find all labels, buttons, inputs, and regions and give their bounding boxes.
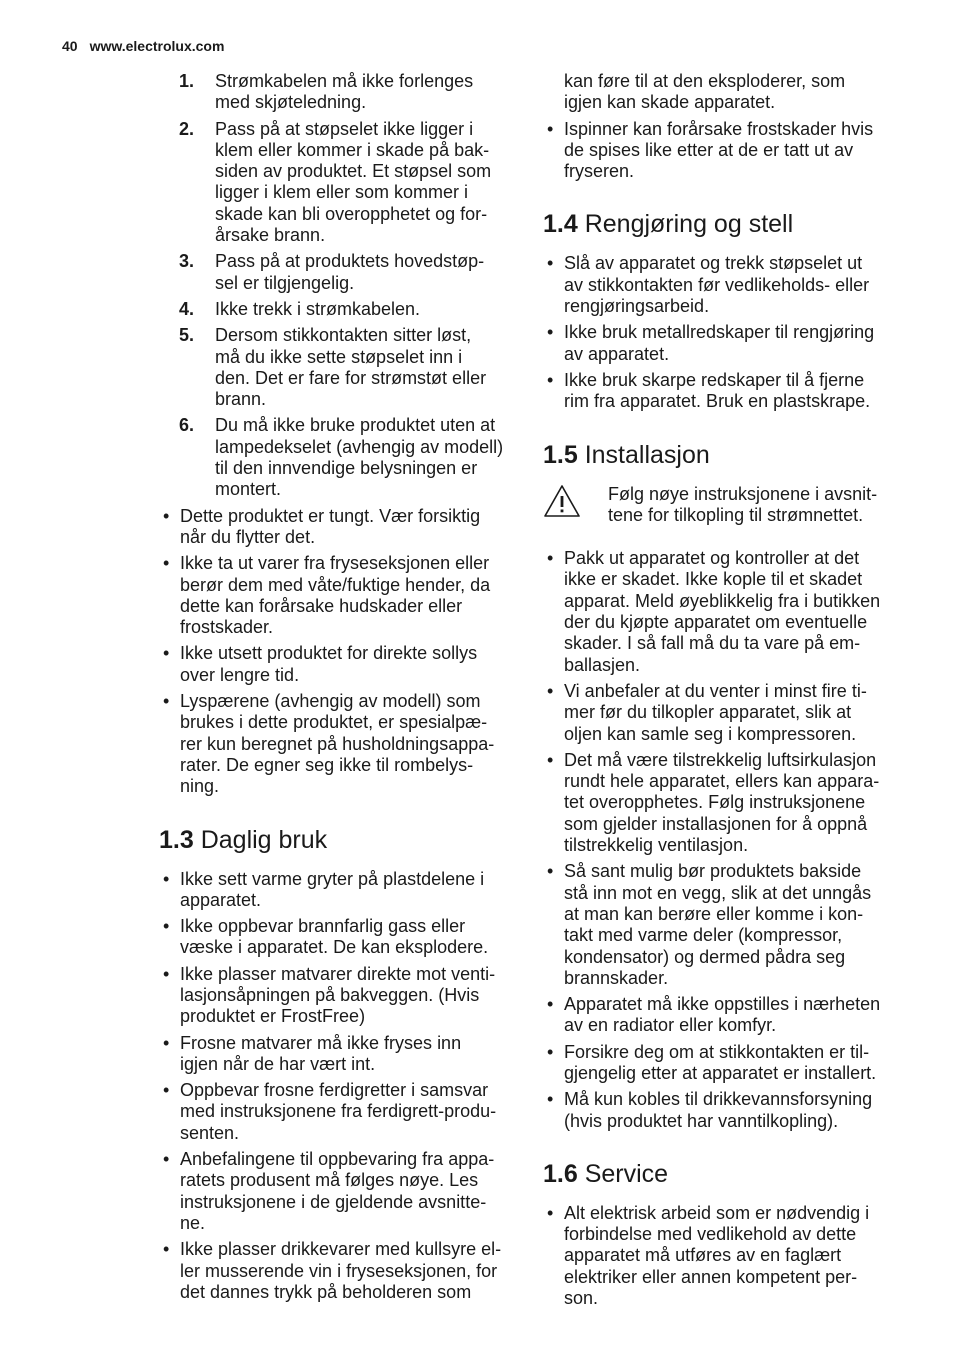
bullet-item	[543, 1089, 899, 1132]
bullet-marker: •	[163, 1080, 170, 1101]
numbered-item	[159, 299, 515, 320]
bullet-item	[543, 322, 899, 365]
bullet-marker: •	[547, 749, 554, 770]
bullet-item	[543, 548, 899, 676]
section-heading-installasjon	[543, 440, 899, 470]
bullet-marker: •	[163, 1032, 170, 1053]
bullet-marker: •	[547, 548, 554, 569]
item-number: 3.	[179, 251, 195, 272]
bullet-text: Ispinner kan forårsake frostskader hvis de spises like etter at de er tatt ut av fryseren.	[564, 118, 874, 182]
numbered-item	[159, 251, 515, 294]
bullet-text: Må kun kobles til drikkevannsforsyning (hvis produktet har vanntilkopling).	[564, 1089, 873, 1131]
section-heading-service	[543, 1159, 899, 1189]
bullet-marker: •	[547, 253, 554, 274]
bullet-marker: •	[163, 553, 170, 574]
item-number: 2.	[179, 118, 195, 139]
bullet-item	[159, 643, 515, 686]
numbered-item	[159, 415, 515, 500]
bullet-text: Alt elektrisk arbeid som er nødvendig i forbindelse med vedlikehold av dette apparatet må utføres av en faglært elektriker eller annen kompetent per- son.	[564, 1202, 870, 1309]
section-title: Rengjøring og stell	[577, 210, 794, 239]
bullet-text: Vi anbefaler at du venter i minst fire ti- mer før du tilkopler apparatet, slik at oljen kan samle seg i kompressoren.	[564, 680, 867, 744]
bullet-marker: •	[163, 643, 170, 664]
bullet-item	[543, 681, 899, 745]
item-text: Ikke trekk i strømkabelen.	[215, 298, 421, 319]
item-number: 5.	[179, 325, 195, 346]
bullet-marker: •	[547, 369, 554, 390]
bullet-marker: •	[163, 963, 170, 984]
bullet-item	[543, 750, 899, 856]
bullet-text: Det må være tilstrekkelig luftsirkulasjon rundt hele apparatet, ellers kan appara- tet overopphetes. Følg instruksjonene som gjelder installasjonen for å oppnå tilstrekkelig ventilasjon.	[564, 749, 880, 856]
bullet-marker: •	[547, 118, 554, 139]
section-number: 1.4	[543, 210, 578, 239]
bullet-marker: •	[547, 1041, 554, 1062]
bullet-item	[543, 1203, 899, 1309]
bullet-text: Pakk ut apparatet og kontroller at det ikke er skadet. Ikke kople til et skadet apparat. Meld øyeblikkelig fra i butikken der du kjøpte apparatet om eventuelle skader. I så fall må du ta vare på em- ballasjen.	[564, 548, 881, 675]
warning-note	[543, 484, 899, 527]
section-title: Service	[577, 1159, 669, 1188]
site-url: www.electrolux.com	[89, 38, 225, 54]
bullet-text: Ikke plasser drikkevarer med kullsyre el- ler musserende vin i fryseseksjonen, for det dannes trykk på beholderen som	[180, 1239, 502, 1302]
item-number: 4.	[179, 298, 195, 319]
bullet-item	[543, 994, 899, 1037]
bullet-text: Så sant mulig bør produktets bakside stå inn mot en vegg, slik at det unngås at man kan berøre eller komme i kon- takt med varme deler (kompressor, kondensator) og dermed pådra seg brannskader.	[564, 861, 872, 988]
numbered-item	[159, 325, 515, 410]
bullet-text: Ikke utsett produktet for direkte sollys over lengre tid.	[180, 643, 478, 685]
bullet-text: Oppbevar frosne ferdigretter i samsvar med instruksjonene fra ferdigrett-produ- senten.	[180, 1080, 497, 1143]
continued-text: kan føre til at den eksploderer, som igjen kan skade apparatet.	[564, 71, 846, 113]
bullet-item	[159, 1149, 515, 1234]
bullet-item	[159, 1033, 515, 1076]
item-text: Strømkabelen må ikke forlenges med skjøteledning.	[215, 71, 474, 113]
bullet-item	[543, 1042, 899, 1085]
item-text: Pass på at støpselet ikke ligger i klem eller kommer i skade på bak- siden av produktet. Et støpsel som ligger i klem eller som kommer i skade kan bli overopphetet og for- årsake brann.	[215, 118, 492, 246]
numbered-item	[159, 119, 515, 247]
bullet-item	[159, 869, 515, 912]
bullet-marker: •	[547, 322, 554, 343]
bullet-marker: •	[163, 1239, 170, 1260]
item-text: Pass på at produktets hovedstøp- sel er tilgjengelig.	[215, 251, 485, 293]
section-number: 1.5	[543, 440, 578, 469]
bullet-text: Slå av apparatet og trekk støpselet ut av stikkontakten før vedlikeholds- eller rengjøringsarbeid.	[564, 253, 870, 317]
bullet-marker: •	[163, 916, 170, 937]
bullet-text: Lyspærene (avhengig av modell) som brukes i dette produktet, er spesialpæ- rer kun beregnet på husholdningsappa- rater. De egner seg ikke til rombelys- ning.	[180, 691, 495, 797]
bullet-text: Ikke plasser matvarer direkte mot venti- lasjonsåpningen på bakveggen. (Hvis produktet er FrostFree)	[180, 963, 496, 1027]
bullet-item	[159, 916, 515, 959]
section-heading-rengjoring	[543, 209, 899, 239]
bullet-text: Ikke ta ut varer fra fryseseksjonen eller berør dem med våte/fuktige hender, da dette kan forårsake hudskader eller frostskader.	[180, 553, 491, 638]
bullet-text: Forsikre deg om at stikkontakten er til- gjengelig etter at apparatet er installert.	[564, 1041, 877, 1083]
bullet-marker: •	[547, 861, 554, 882]
bullet-marker: •	[163, 691, 170, 712]
bullet-item	[159, 506, 515, 549]
bullet-item	[159, 964, 515, 1028]
bullet-text: Ikke sett varme gryter på plastdelene i apparatet.	[180, 868, 485, 910]
bullet-text: Apparatet må ikke oppstilles i nærheten av en radiator eller komfyr.	[564, 994, 881, 1036]
bullet-item	[159, 691, 515, 797]
bullet-marker: •	[547, 1089, 554, 1110]
warning-text: Følg nøye instruksjonene i avsnit- tene for tilkopling til strømnettet.	[608, 483, 878, 525]
bullet-marker: •	[163, 1149, 170, 1170]
section-number: 1.6	[543, 1159, 578, 1188]
bullet-text: Ikke oppbevar brannfarlig gass eller væske i apparatet. De kan eksplodere.	[180, 916, 489, 958]
bullet-marker: •	[547, 1202, 554, 1223]
right-column	[543, 71, 899, 1314]
numbered-item	[159, 71, 515, 114]
section-heading-daglig-bruk	[159, 825, 515, 855]
bullet-text: Ikke bruk metallredskaper til rengjøring av apparatet.	[564, 322, 875, 364]
bullet-text: Anbefalingene til oppbevaring fra appa- ratets produsent må følges nøye. Les instruksjonene i de gjeldende avsnitte- ne.	[180, 1149, 495, 1233]
page-number: 40	[62, 38, 78, 54]
bullet-item	[159, 1080, 515, 1144]
warning-triangle-icon	[543, 484, 581, 518]
section-title: Daglig bruk	[193, 825, 328, 854]
item-text: Dersom stikkontakten sitter løst, må du ikke sette støpselet inn i den. Det er fare for strømstøt eller brann.	[215, 325, 487, 410]
section-title: Installasjon	[577, 440, 710, 469]
bullet-item	[543, 370, 899, 413]
left-column	[159, 71, 515, 1308]
bullet-marker: •	[547, 994, 554, 1015]
section-number: 1.3	[159, 825, 194, 854]
bullet-item	[543, 119, 899, 183]
bullet-text: Frosne matvarer må ikke fryses inn igjen når de har vært int.	[180, 1032, 462, 1074]
page-header	[62, 38, 224, 54]
bullet-item	[159, 553, 515, 638]
item-text: Du må ikke bruke produktet uten at lampedekselet (avhengig av modell) til den innvendige belysningen er montert.	[215, 415, 504, 500]
bullet-marker: •	[547, 680, 554, 701]
bullet-marker: •	[163, 868, 170, 889]
bullet-marker: •	[163, 505, 170, 526]
bullet-text: Ikke bruk skarpe redskaper til å fjerne rim fra apparatet. Bruk en plastskrape.	[564, 369, 871, 412]
item-number: 6.	[179, 415, 195, 436]
item-number: 1.	[179, 71, 195, 91]
bullet-text: Dette produktet er tungt. Vær forsiktig når du flytter det.	[180, 505, 481, 547]
bullet-item	[543, 861, 899, 989]
bullet-item	[543, 253, 899, 317]
bullet-item	[159, 1239, 515, 1303]
